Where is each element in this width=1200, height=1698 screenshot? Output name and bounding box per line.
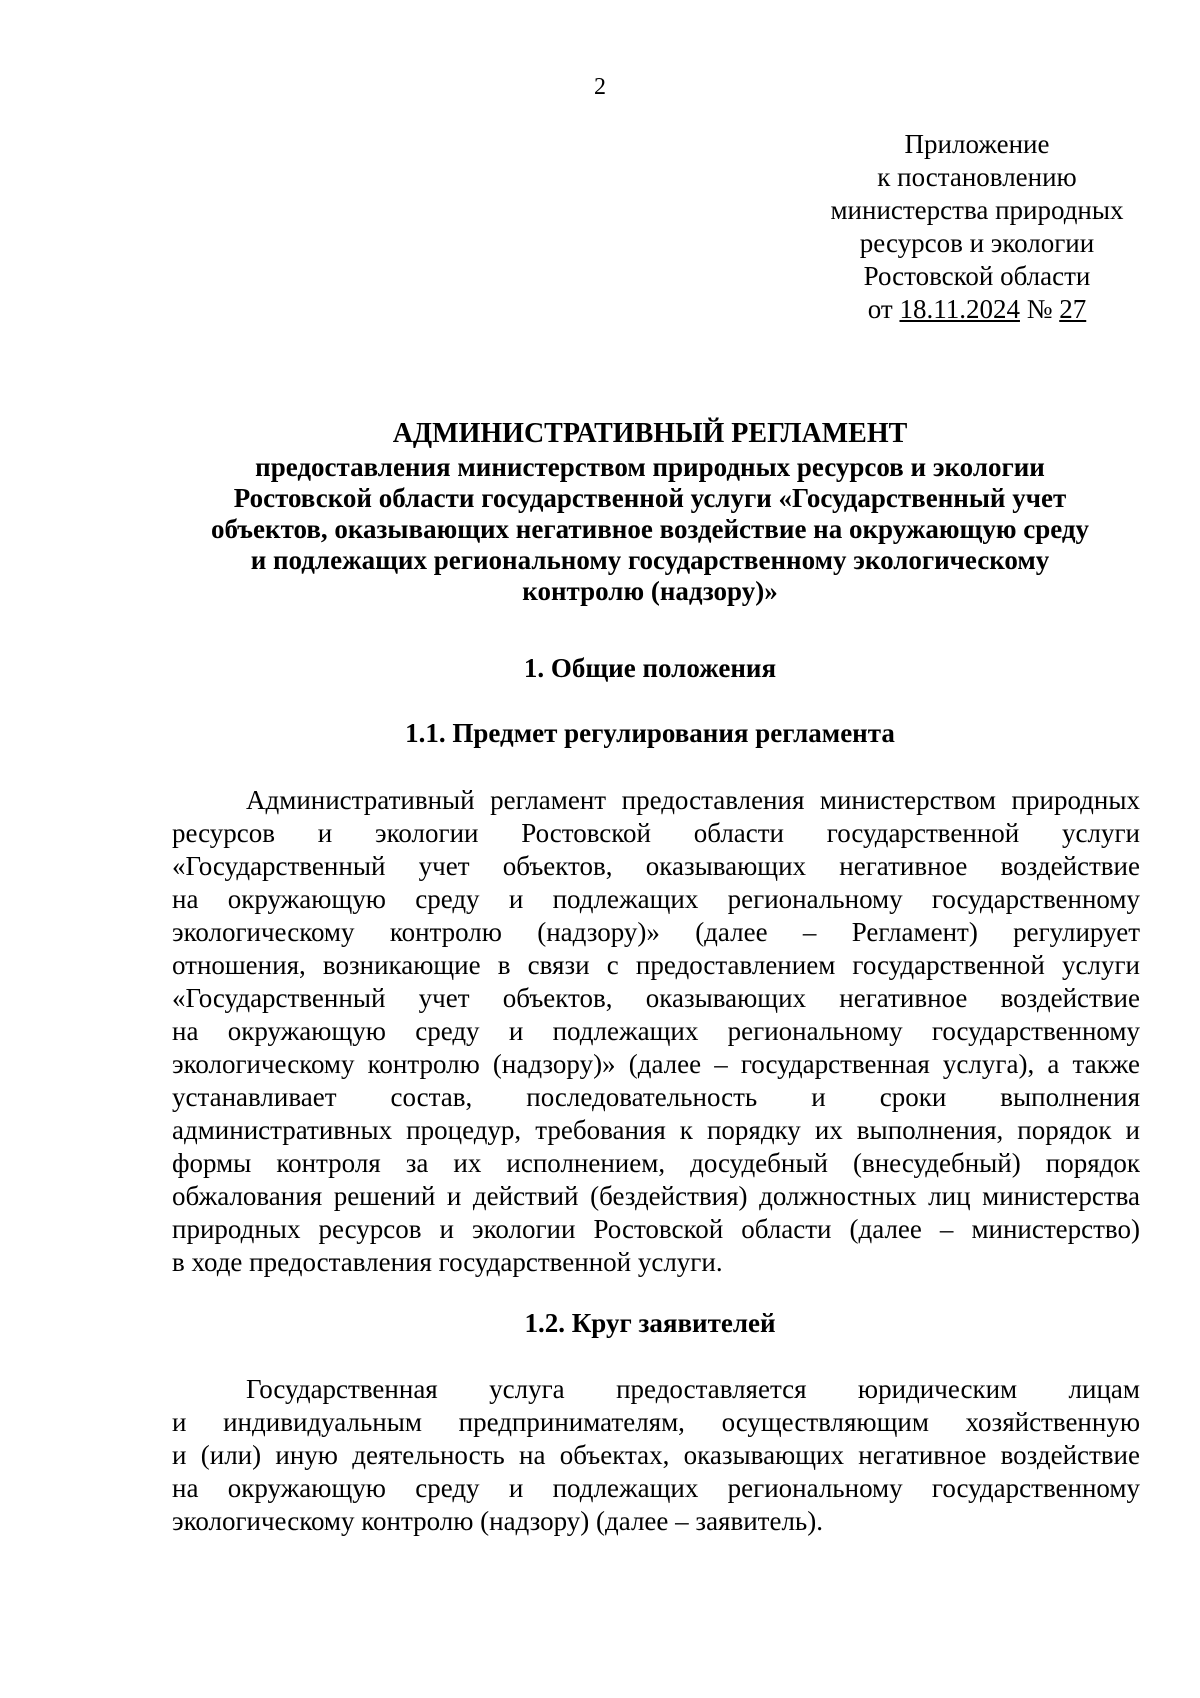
section-heading-general: 1. Общие положения [523, 653, 777, 683]
approval-line: к постановлению [877, 162, 1077, 192]
approval-date-prefix: от [867, 294, 893, 324]
document-subtitle-line: и подлежащих региональному государственному экологическому [250, 545, 1050, 575]
document-subtitle-line: предоставления министерством природных ресурсов и экологии [255, 452, 1045, 482]
paragraph-line: «Государственный учет объектов, оказывающих негативное воздействие [172, 983, 1140, 1013]
section-heading-applicants: 1.2. Круг заявителей [524, 1308, 776, 1338]
approval-line: Ростовской области [863, 261, 1091, 291]
document-title-main: АДМИНИСТРАТИВНЫЙ РЕГЛАМЕНТ [392, 418, 908, 449]
paragraph-line: экологическому контролю (надзору)» (далее – Регламент) регулирует [172, 917, 1140, 947]
paragraph-applicants [172, 1373, 1140, 1538]
document-subtitle-line: Ростовской области государственной услуги «Государственный учет [233, 483, 1067, 513]
paragraph-line: административных процедур, требования к порядку их выполнения, порядок и [172, 1115, 1140, 1145]
paragraph-line: на окружающую среду и подлежащих региональному государственному [172, 1016, 1140, 1046]
document-title [160, 418, 1140, 607]
approval-date-line [812, 293, 1142, 326]
approval-date: 18.11.2024 [899, 294, 1020, 324]
paragraph-subject [172, 784, 1140, 1279]
paragraph-line: на окружающую среду и подлежащих региональному государственному [172, 884, 1140, 914]
paragraph-line: ресурсов и экологии Ростовской области государственной услуги [172, 818, 1140, 848]
section-heading-subject: 1.1. Предмет регулирования регламента [405, 718, 895, 748]
paragraph-line: экологическому контролю (надзору)» (далее – государственная услуга), а также [172, 1049, 1140, 1079]
paragraph-line: в ходе предоставления государственной услуги. [172, 1247, 723, 1277]
paragraph-line: «Государственный учет объектов, оказывающих негативное воздействие [172, 851, 1140, 881]
approval-line: ресурсов и экологии [859, 228, 1095, 258]
document-subtitle-line: объектов, оказывающих негативное воздействие на окружающую среду [210, 514, 1090, 544]
paragraph-line: природных ресурсов и экологии Ростовской области (далее – министерство) [172, 1214, 1140, 1244]
paragraph-line: Государственная услуга предоставляется юридическим лицам [246, 1374, 1140, 1404]
paragraph-line: устанавливает состав, последовательность и сроки выполнения [172, 1082, 1140, 1112]
paragraph-line: отношения, возникающие в связи с предоставлением государственной услуги [172, 950, 1140, 980]
paragraph-line: Административный регламент предоставления министерством природных [246, 785, 1140, 815]
paragraph-line: и (или) иную деятельность на объектах, оказывающих негативное воздействие [172, 1440, 1140, 1470]
paragraph-line: и индивидуальным предпринимателям, осуществляющим хозяйственную [172, 1407, 1140, 1437]
page-number: 2 [594, 74, 606, 100]
approval-line: Приложение [904, 129, 1050, 159]
paragraph-line: экологическому контролю (надзору) (далее – заявитель). [172, 1506, 823, 1536]
paragraph-line: формы контроля за их исполнением, досудебный (внесудебный) порядок [172, 1148, 1140, 1178]
paragraph-line: на окружающую среду и подлежащих региональному государственному [172, 1473, 1140, 1503]
approval-block [812, 128, 1142, 326]
approval-number: 27 [1059, 294, 1087, 324]
approval-number-sign: № [1026, 294, 1053, 324]
document-subtitle-line: контролю (надзору)» [522, 576, 778, 606]
approval-line: министерства природных [830, 195, 1124, 225]
paragraph-line: обжалования решений и действий (бездействия) должностных лиц министерства [172, 1181, 1140, 1211]
